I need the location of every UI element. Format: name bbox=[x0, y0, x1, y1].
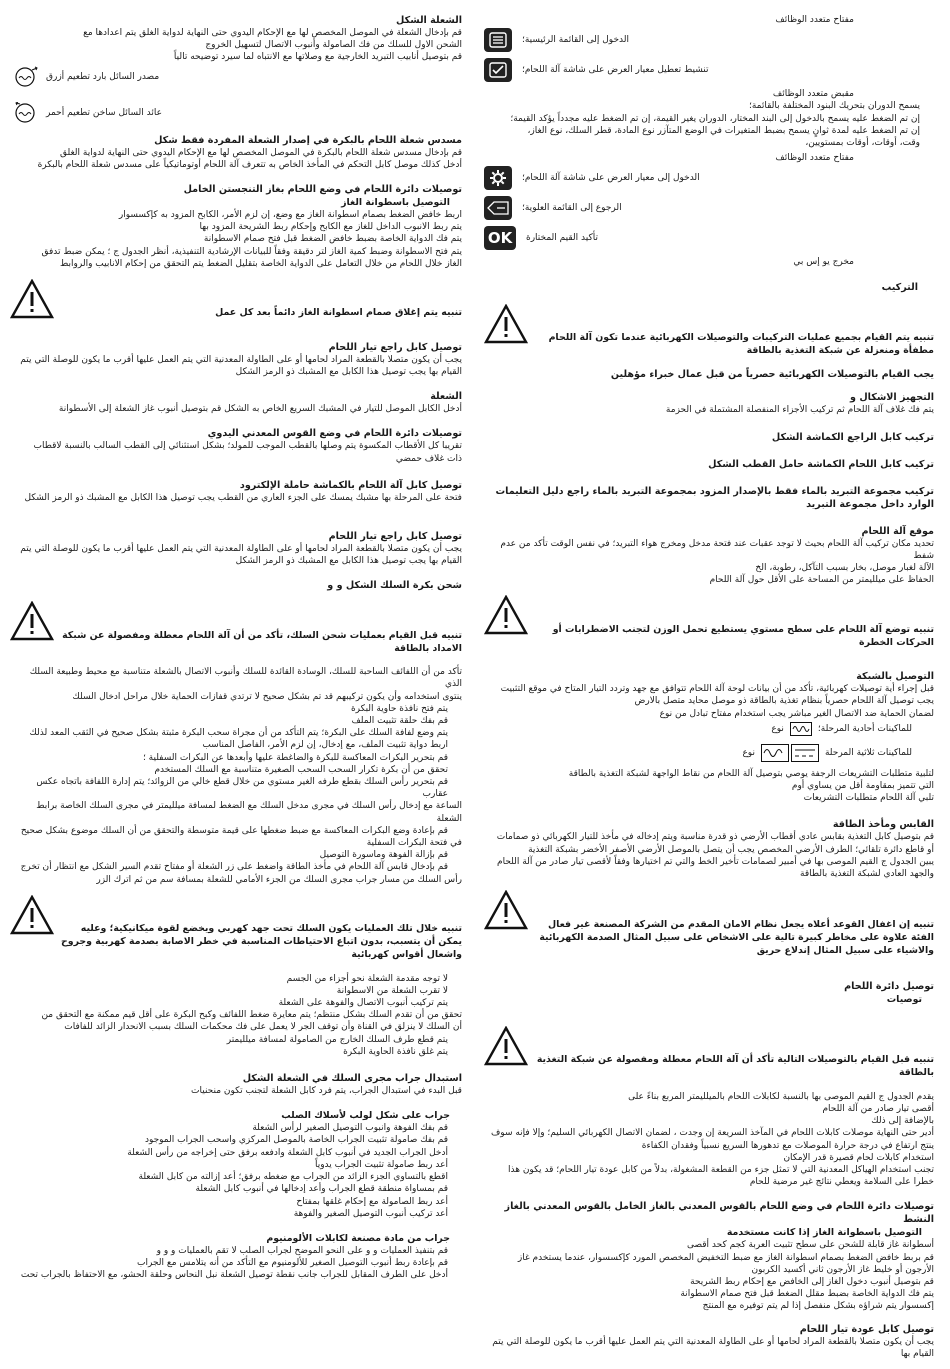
section-heading: توصيل كابل عودة تيار اللحام bbox=[799, 1323, 934, 1335]
warning-text-2: يجب القيام بالتوصيلات الكهربائية حصرياً من قبل عمال خبراء مؤهلين bbox=[610, 369, 934, 381]
text-line: تحقق من أن بكرة تكرار السحب السحب الصغيرة متناسبة مع السلك المستخدم bbox=[154, 764, 448, 775]
text-line: يسمح الدوران بتحريك البنود المختلفة بالقائمة؛ bbox=[748, 101, 920, 112]
text-line: قم بفك حلقة تثبيت الملف bbox=[351, 716, 448, 727]
cold-source-label: مصدر السائل بارد تطعيم أزرق bbox=[46, 71, 160, 82]
text-line: بالإضافة إلى ذلك bbox=[871, 1116, 934, 1127]
text-line: قم بإدخال قابس آلة اللحام في مأخذ الطاقة واضغط على زر الشعلة أو مفتاح تقدم السير الشكل مع انتظار أن تخرج bbox=[20, 862, 448, 873]
cold-water-icon bbox=[10, 66, 40, 88]
torch-shape-section bbox=[10, 14, 462, 124]
text-line: قم بإدخال مسدس شعلة اللحام بالبكرة في الموصل المخصص لها مع الإحكام اليدوي حتى النهاية لدواية الغلق bbox=[59, 147, 462, 158]
text-line: أعد ربط صامولة تثبيت الجراب يدوياً bbox=[314, 1159, 448, 1170]
alu-liner-section bbox=[10, 1232, 462, 1282]
text-line: تحديد مكان تركيب آلة اللحام بحيث لا توجد عقبات عند فتحة مدخل ومخرج هواء التبريد؛ في نفس الوقت تأكد من عدم شفط bbox=[500, 538, 934, 561]
text-line: أدخل الجراب الجديد في أنبوب كابل الشعلة وادفعه برفق حتى إخراجه من رأس الشعلة bbox=[127, 1147, 448, 1158]
warning-triangle-icon bbox=[484, 595, 528, 635]
gas-subheading: التوصيل باسطوانة الغاز bbox=[341, 197, 450, 209]
warning-text: تنبيه إن اغفال القوعد أعلاه يجعل نظام الامان المقدم من الشركة المصنعة غير فعال الفئة علاوة على مخاطر كبيرة تالية على الاشخاص على سبيل المثال الصدمة الكهربائية والاشياء على سبيل المثال إندلاع حريق bbox=[539, 918, 934, 956]
text-line: اقطع بالتساوي الجزء الزائد من الجراب مع ضغطه برفق؛ أعد إزالته من كابل الشعلة bbox=[138, 1172, 448, 1183]
text-line: يجب أن يكون متصلا بالقطعة المراد لحامها أو على الطاولة المعدنية التي يتم العمل عليها أقرب ما يكون للوصلة التي يتم bbox=[20, 544, 462, 555]
back-menu-label: الرجوع إلى القائمة العلوية؛ bbox=[522, 203, 622, 214]
section-heading: القابس ومأخذ الطاقة bbox=[832, 819, 934, 831]
gas-heading: توصيلات دائرة اللحام في وضع اللحام بغاز التنجستن الخامل bbox=[183, 184, 462, 196]
text-line: قم بتنفيذ العمليات و و على النحو الموضح لجراب الصلب لا تقم بالعمليات و و و bbox=[156, 1245, 448, 1256]
text-line: يتم ربط الانبوب الداخل للغاز مع الكابح وإحكام ربط الشريحة المزود بها bbox=[199, 222, 462, 233]
confirm-row bbox=[484, 226, 934, 250]
circuit-section bbox=[484, 980, 934, 1006]
right-column bbox=[484, 14, 934, 1369]
text-line: قم بمساواة منطقة قطع الجراب وأعد إدخالها في أنبوب كابل الشعلة bbox=[195, 1184, 448, 1195]
cooling-unit-heading: تركيب مجموعة التبريد بالماء فقط بالإصدار المزود بمجموعة التبريد بالماء راجع دليل التعليمات الوارد داخل مجموعة التبريد bbox=[495, 485, 934, 510]
func-knob-section bbox=[484, 88, 934, 149]
text-line: أدير حتى النهاية موصلات كابلات اللحام في المآخذ السريعة إن وجدت ، لضمان الاتصال الكهربائي السليم؛ وإلا فإنه سوف bbox=[490, 1128, 934, 1139]
text-line: قبل البدء في استبدال الجراب، يتم فرد كابل الشعلة لتجنب تكون منحنيات bbox=[191, 1086, 462, 1097]
text-line: لضمان الحماية ضد الاتصال الغير مباشر يجب استخدام مفتاح تبادل من نوع bbox=[659, 708, 934, 719]
rcd-type-b-icon bbox=[761, 744, 819, 762]
text-line: اربط دواية تثبيت الملف، مع إدخال، إن لزم الأمر، الفاصل المناسب bbox=[202, 740, 448, 751]
wire-steps bbox=[10, 666, 462, 886]
text-line: قم بفك الفوهة وانبوب التوصيل الصغير لرأس الشعلة bbox=[252, 1123, 448, 1134]
text-line: يتم فتح الاسطوانة وضبط كمية الغاز لتر دقيقة وفقاً للبيانات الإرشادية التنفيذية، أنظر الجدول ج ؛ يمكن ضبط تدفق bbox=[41, 246, 462, 257]
text-line: والجهد العادي لشبكة التغذية بالطاقة bbox=[800, 869, 934, 880]
back-arrow-icon bbox=[484, 196, 512, 220]
text-line: خطرا على السلامة ويعطي نتائج غير مرضية للحام bbox=[749, 1177, 934, 1188]
text-line: القيام بها يجب توصيل هذا الكابل مع المشبك ذو الرمز الشكل bbox=[235, 556, 462, 567]
warning-triangle-icon bbox=[10, 895, 54, 935]
spool-gun-heading: مسدس شعلة اللحام بالبكرة في إصدار الشعلة المفردة فقط شكل bbox=[154, 134, 462, 146]
section-heading: استبدال جراب مجرى السلك في الشعلة الشكل bbox=[242, 1073, 462, 1085]
spool-gun-section bbox=[10, 134, 462, 171]
section-heading: توصيلات دائرة اللحام في وضع القوس المعدني اليدوي bbox=[207, 428, 462, 440]
text-line: أعد ربط الصامولة مع إحكام غلقها بمفتاح bbox=[296, 1196, 448, 1207]
warning-text: تنبيه خلال تلك العمليات يكون السلك تحت جهد كهربي ويخضع لقوة ميكانيكية؛ وعليه يمكن أن يتسبب، بدون اتباع الاحتياطات المناسبة في خطر الاصابة بصدمة كهربية وجروح واشعال أقواس كهربائية bbox=[60, 923, 462, 961]
text-line: يجب أن يكون متصلا بالقطعة المراد لحامها أو على الطاولة المعدنية التي يتم العمل عليها أقرب ما يكون للوصلة التي يتم bbox=[20, 354, 462, 365]
enable-standard-label: تنشيط تعطيل معيار العرض على شاشة آلة اللحام؛ bbox=[522, 65, 709, 76]
enter-standard-label: الدخول إلى معيار العرض على شاشة آلة اللحام؛ bbox=[522, 173, 700, 184]
type-label: نوع bbox=[771, 723, 784, 734]
ground-clamp-heading: تركيب كابل الراجع الكماشة الشكل bbox=[771, 431, 934, 443]
preparation-section bbox=[484, 391, 934, 416]
section-heading: توصيل كابل راجع تيار اللحام bbox=[328, 531, 462, 543]
text-line: يجب أن يكون متصلا بالقطعة المراد لحامها أو على الطاولة المعدنية التي يتم العمل عليها أقرب ما يكون للوصلة التي يتم bbox=[492, 1336, 934, 1347]
func-knob-heading: مقبض متعدد الوظائف bbox=[772, 89, 854, 100]
text-line: ينتج ارتفاع في درجة حرارة الموصلات مع تدهورها السريع نسبياً وفقدان الكفاءة bbox=[641, 1140, 934, 1151]
back-menu-row bbox=[484, 196, 934, 220]
torch-shape-heading: الشعلة الشكل bbox=[396, 15, 462, 26]
installation-heading: التركيب bbox=[881, 281, 918, 293]
warning-operations bbox=[10, 895, 462, 971]
circuit-steps bbox=[484, 1091, 934, 1189]
steel-liner-section bbox=[10, 1109, 462, 1220]
text-line: قم بربط خافض الضغط بصمام اسطوانة الغاز مع ضبط التخفيض المخصص المورد كإكسسوار، عندما يستخدم غاز bbox=[517, 1252, 934, 1263]
text-line: إكسسوار يتم شراؤه بشكل منفصل إذا لم يتم توفيره مع المنتج bbox=[702, 1301, 934, 1312]
text-line: يتم قطع طرف السلك الخارج من الصامولة لمسافة ميلليمتر bbox=[226, 1034, 448, 1045]
func-key-label: مفتاح متعدد الوظائف bbox=[775, 15, 854, 25]
mma-section bbox=[10, 427, 462, 464]
text-line: تقريبا كل الأقطاب المكسوة يتم وصلها بالقطب الموجب للمولد؛ بشكل استثنائي إلى القطب السالب بالنسبة لاقطاب bbox=[33, 441, 462, 452]
section-heading: التجهيز الاشكال و bbox=[850, 392, 934, 404]
text-line: الغاز خلال اللحام من خلال التعامل على الدواية الخاصة بتقليل الضغط يتم التحقق من إحكام الانابيب والروابط bbox=[59, 258, 462, 269]
section-subheading: توصيات bbox=[886, 994, 922, 1006]
warning-text: تنبيه توضع آلة اللحام على سطح مستوي يستطيع تحمل الوزن لتجنب الاضطرابات أو الحركات الخطرة bbox=[552, 623, 934, 648]
warning-text: تنبيه قبل القيام بالتوصيلات التالية تأكد أن آلة اللحام معطلة ومفصولة عن شبكة التغذية بالطاقة bbox=[536, 1054, 934, 1079]
text-line: إن تم الضغط عليه لمدة ثوانٍ يسمح بضبط المتغيرات في الوضع المتآزر نوع المادة، قطر السلك، نوع الغاز، bbox=[527, 125, 920, 136]
text-line: يتم فك الدواية الخاصة بضبط خافض الضغط قبل فتح صمام الاسطوانة bbox=[203, 234, 462, 245]
rcd-type-a-label: للماكينات أحادية المرحلة؛ bbox=[817, 723, 912, 734]
text-line: لا تقرب الشعلة من الاسطوانة bbox=[336, 985, 448, 996]
text-line: قم بتوصيل كابل التغذية بقابس عادي أقطاب الأرضي ذو قدرة مناسبة ويتم إدخاله في مأخذ للتيار الكهربائي ذو صمامات bbox=[496, 832, 934, 843]
text-line: قم بإدخال الشعلة في الموصل المخصص لها مع الإحكام اليدوي حتى النهاية لدواية الغلق يتم اعدادها مع bbox=[83, 28, 462, 38]
text-line: يبين الجدول ج القيم الموصى بها في أمبير لصمامات تأخير الخط والتي تم اختيارها وفقاً لأقصى تيار صادر من آلة اللحام bbox=[497, 856, 934, 867]
text-line: ذات غلاف حمضي bbox=[395, 453, 462, 464]
liner-replace-section bbox=[10, 1072, 462, 1097]
warning-text: تنبيه قبل القيام بعمليات شحن السلك، تأكد من أن آلة اللحام معطلة ومفصولة عن شبكة الامداد بالطاقة bbox=[62, 629, 462, 654]
text-line: استخدام كابلات لحام قصيرة قدر الإمكان bbox=[783, 1152, 934, 1163]
warning-text: تنبيه يتم إغلاق صمام اسطوانة الغاز دائماً بعد كل عمل bbox=[215, 307, 462, 319]
text-line: قم بتحرير رأس السلك بقطع طرفه الغير مستوي من خلال قطع خالي من الزوائد؛ يتم إدارة اللفافة باتجاه عكس عقارب bbox=[36, 777, 448, 800]
section-heading: الشعلة bbox=[430, 391, 462, 403]
rcd-type-b-label: للماكينات ثلاثية المرحلة bbox=[824, 747, 912, 758]
section-subheading: التوصيل باسطوانة الغاز إذا كانت مستخدمة bbox=[726, 1227, 922, 1239]
warning-wire bbox=[10, 601, 462, 664]
main-menu-row bbox=[484, 28, 934, 52]
section-heading: توصيل كابل راجع تيار اللحام bbox=[328, 341, 462, 353]
text-line: الحفاظ على ميلليمتر من المساحة على الأقل حول آلة اللحام bbox=[709, 575, 934, 586]
ops-steps bbox=[10, 973, 462, 1058]
warning-triangle-icon bbox=[484, 890, 528, 930]
text-line: في فتحة البكرات السفلية bbox=[366, 838, 462, 849]
left-column bbox=[10, 14, 462, 1291]
text-line: قم بتحرير البكرات المعاكسة للبكرة والضاغطة عليها وأبعدها عن البكرات السفلية ؛ bbox=[142, 752, 448, 763]
section-heading: توصيل كابل آلة اللحام بالكماشة حاملة الإلكترود bbox=[239, 479, 462, 491]
warning-install bbox=[484, 304, 934, 367]
warning-triangle-icon bbox=[10, 601, 54, 641]
enter-standard-row bbox=[484, 166, 934, 190]
gear-icon bbox=[484, 166, 512, 190]
section-heading: موقع آلة اللحام bbox=[861, 525, 934, 537]
text-line: إن تم الضغط عليه يسمح بالدخول إلى البند المختار، الدوران يغير القيمة، إن تم الضغط عليه مجدداً يؤكد القيمة؛ bbox=[510, 113, 920, 124]
warning-text: تنبيه يتم القيام بجميع عمليات التركيبات والتوصيلات الكهربائية عندما تكون آلة اللحام مطفأة ومنعزلة عن شبكة التغذية بالطاقة bbox=[548, 332, 934, 357]
section-heading: جراب على شكل لولب لأسلاك الصلب bbox=[281, 1110, 450, 1122]
text-line: رأس السلك من مسار جراب مجرى السلك من الجزء الأمامي للشعلة بمسافة سم من ثم اترك الزر bbox=[96, 874, 462, 885]
text-line: أدخل على الطرف المقابل للجراب جانب نقطة توصيل الشعلة نبل النحاس وحلقة الحشو، مع الاحتفاظ بالجراب تحت bbox=[20, 1270, 448, 1281]
current-return-section bbox=[10, 341, 462, 378]
text-line: أقصى تيار صادر من آلة اللحام bbox=[822, 1104, 934, 1114]
warning-triangle-icon bbox=[484, 1026, 528, 1066]
gas-connections-section bbox=[10, 183, 462, 270]
text-line: يجب توصيل آلة اللحام حصرياً بنظام تغذية بالطاقة ذو موصل محايد متصل بالارض bbox=[634, 696, 934, 707]
return-cable-section bbox=[484, 1323, 934, 1360]
text-line: تحقق من أن تقدم السلك بشكل منتظم؛ يتم معايرة ضغط اللفائف وكبح البكرة على أقل قيم ممكنة مع التحقق من bbox=[41, 1010, 462, 1021]
text-line: الآلة لغبار موصل، بخار بسبب التآكل، رطوبة، الخ bbox=[755, 563, 934, 574]
text-line: قبل إجراء أية توصيلات كهربائية، تأكد من أن بيانات لوحة آلة اللحام تتوافق مع جهد وتردد التيار المتاح في موقع التثبيت bbox=[500, 684, 934, 695]
grid-section bbox=[484, 670, 934, 804]
text-line: أدخل كذلك موصل كابل التحكم في المأخذ الخاص به تتعرف آلة اللحام أوتوماتيكياً على مسدس شعلة اللحام بالبكرة bbox=[37, 159, 462, 170]
text-line: الشحن الاول للسلك من فك الصامولة وأنبوب الاتصال لتسهيل الخروج bbox=[205, 40, 462, 51]
hot-return-label: عائد السائل ساخن تطعيم أحمر bbox=[46, 107, 162, 118]
text-line: يتم تركيب أنبوب الاتصال والفوهة على الشعلة bbox=[278, 998, 448, 1009]
text-line: أسطوانة غاز قابلة للشحن على سطح تثبيت العربة كجم كحد أقصى bbox=[686, 1240, 934, 1251]
text-line: قم بإعادة وضع البكرات المعاكسة مع ضبط ضغطها على قيمة متوسطة والتحقق من أن السلك موضوع بشكل صحيح bbox=[20, 825, 448, 836]
rcd-type-b-row bbox=[484, 744, 934, 762]
main-menu-label: الدخول إلى القائمة الرئيسية؛ bbox=[522, 35, 629, 46]
text-line: لا توجه مقدمة الشعلة نحو أجزاء من الجسم bbox=[286, 973, 448, 984]
current-return-2-section bbox=[10, 530, 462, 567]
text-line: تجنب استخدام الهياكل المعدنية التي لا تمثل جزء من القطعة المشغولة، بدلاً من كابل عودة تيار اللحام؛ قد يكون هذا bbox=[507, 1165, 934, 1176]
warning-triangle-icon bbox=[484, 304, 528, 344]
text-line: يتم وضع لفافة السلك على البكرة؛ يتم التأكد من أن مجراة سحب البكرة مثبتة بشكل صحيح في الثقب المعد لذلك bbox=[29, 728, 448, 739]
text-line: أن السلك لا ينزلق في القناة وأن توقف الجر لا يعمل على فك محكمات السلك بسبب الانحدار الزائد للفافات bbox=[64, 1022, 462, 1033]
text-line: التي تتميز بمقاومة أقل من يساوي أوم bbox=[791, 781, 934, 792]
text-line: أو قاطع دائرة تلقائي؛ الطرف الأرضي المخصص يجب أن يتصل بالموصل الأرضي الأصفر الأخضر بشبكة التغذية bbox=[528, 844, 934, 855]
section-heading: التوصيل بالشبكة bbox=[856, 671, 934, 683]
func-key-label: مفتاح متعدد الوظائف bbox=[775, 153, 854, 164]
text-line: قم بتوصيل أنبوب دخول الغاز إلى الخافض مع إحكام ربط الشريحة bbox=[690, 1277, 934, 1288]
text-line: يتم فتح نافذة حاوية البكرة bbox=[350, 703, 448, 714]
ok-button-icon: OK bbox=[484, 226, 516, 250]
section-heading: توصيل دائرة اللحام bbox=[844, 981, 934, 993]
rcd-type-a-icon bbox=[790, 722, 812, 736]
hot-water-icon bbox=[10, 102, 40, 124]
text-line: تأكد من أن اللفائف الساحبة للسلك، الوسادة القائدة للسلك وأنبوب الاتصال بالشعلة متناسبة مع محيط وطبيعة السلك الذي bbox=[29, 667, 462, 690]
section-heading: توصيلات دائرة اللحام في وضع اللحام بالقوس المعدني بالغاز الخامل بالقوس المعدني بالغاز النشط bbox=[504, 1201, 934, 1226]
mig-connections-section bbox=[484, 1200, 934, 1312]
electrode-holder-section bbox=[10, 479, 462, 504]
enable-standard-row bbox=[484, 58, 934, 82]
text-line: يتم فك الدواية الخاصة بضبط مقلل الضغط قبل فتح صمام الاسطوانة bbox=[680, 1289, 934, 1300]
warning-location bbox=[484, 595, 934, 658]
text-line: قم بتوصيل أنابيب التبريد الخارجية مع وصلاتها مع الانتباه لما سيرد توضيحه تالياً bbox=[173, 52, 462, 63]
wire-charge-section bbox=[10, 579, 462, 592]
text-line: الشعلة bbox=[436, 813, 462, 824]
text-line: أعد تركيب أنبوب التوصيل الصغير والفوهة bbox=[293, 1208, 448, 1219]
text-line: يقدم الجدول ج القيم الموصى بها بالنسبة لكابلات اللحام بالميلليمتر المربع بناءً على bbox=[628, 1091, 934, 1102]
text-line: لتلبية متطلبات التشريعات الرجفة يوصي بتوصيل آلة اللحام من نقاط الواجهة لشبكة التغذية بالطاقة bbox=[568, 768, 934, 779]
text-line: أدخل الكابل الموصل للتيار في المشبك السريع الخاص به الشكل قم بتوصيل أنبوب غاز الشعلة إلى الأسطوانة bbox=[58, 404, 462, 415]
section-heading: شحن بكرة السلك الشكل و و bbox=[327, 580, 462, 592]
warning-safety bbox=[484, 890, 934, 966]
text-line: الأرجون أو خليط غاز الأرجون ثاني أكسيد الكربون bbox=[751, 1264, 934, 1275]
confirm-label: تأكيد القيم المختارة bbox=[526, 233, 598, 244]
warning-gas bbox=[10, 279, 462, 329]
location-section bbox=[484, 525, 934, 587]
text-line: قم بإزالة الفوهة وماسورة التوصيل bbox=[319, 850, 448, 861]
torch-2-section bbox=[10, 390, 462, 415]
text-line: القيام بها bbox=[900, 1348, 934, 1359]
text-line: ينتوى استخدامه وأن يكون تركيبهم قد تم بشكل صحيح لا ترتدي قفازات الحماية خلال مراحل ادخال السلك bbox=[72, 691, 462, 702]
rcd-type-a-row bbox=[484, 722, 934, 736]
text-line: القيام بها يجب توصيل هذا الكابل مع المشبك ذو الرمز الشكل bbox=[235, 367, 462, 378]
text-line: فتحة على المرحلة بها مشبك يمسك على الجزء العاري من القطب يجب توصيل هذا الكابل مع المشبك ذو الرمز الشكل bbox=[24, 492, 462, 503]
text-line: الساعة مع إدخال رأس السلك في مجرى مدخل السلك مع الضغط لمسافة ميلليمتر في مجرى السلك الخاصة برابط bbox=[36, 801, 462, 812]
text-line: يتم غلق نافذة الحاوية البكرة bbox=[343, 1046, 448, 1057]
text-line: يتم فك غلاف آلة اللحام ثم تركيب الأجزاء المنفصلة المشتملة في الحزمة bbox=[665, 405, 934, 416]
section-heading: جراب من مادة مصنعة لكابلات الألومنيوم bbox=[266, 1232, 450, 1244]
text-line: قم بإعادة ربط أنبوب التوصيل الصغير للألومنيوم مع التأكد من أنه يتلامس مع الجراب bbox=[137, 1258, 448, 1269]
text-line: وقت، أوقات، أوقات بمستويين، bbox=[805, 138, 920, 149]
plug-section bbox=[484, 818, 934, 880]
text-line: تلبي آلة اللحام متطلبات التشريعات bbox=[803, 793, 934, 804]
warning-triangle-icon bbox=[10, 279, 54, 319]
text-line: قم بفك صامولة تثبيت الجراب الخاصة بالموصل المركزي واسحب الجراب الموجود bbox=[144, 1135, 448, 1146]
text-line: اربط خافض الضغط بصمام اسطوانة الغاز مع وضع، إن لزم الأمر، الكابح المزود به كإكسسوار bbox=[118, 210, 462, 221]
checkbox-icon bbox=[484, 58, 512, 82]
type-label: نوع bbox=[742, 747, 755, 758]
warning-circuit bbox=[484, 1026, 934, 1089]
holder-clamp-heading: تركيب كابل اللحام الكماشة حامل القطب الشكل bbox=[708, 458, 934, 470]
usb-output-label: مخرج يو إس بي bbox=[793, 257, 854, 268]
menu-list-icon bbox=[484, 28, 512, 52]
